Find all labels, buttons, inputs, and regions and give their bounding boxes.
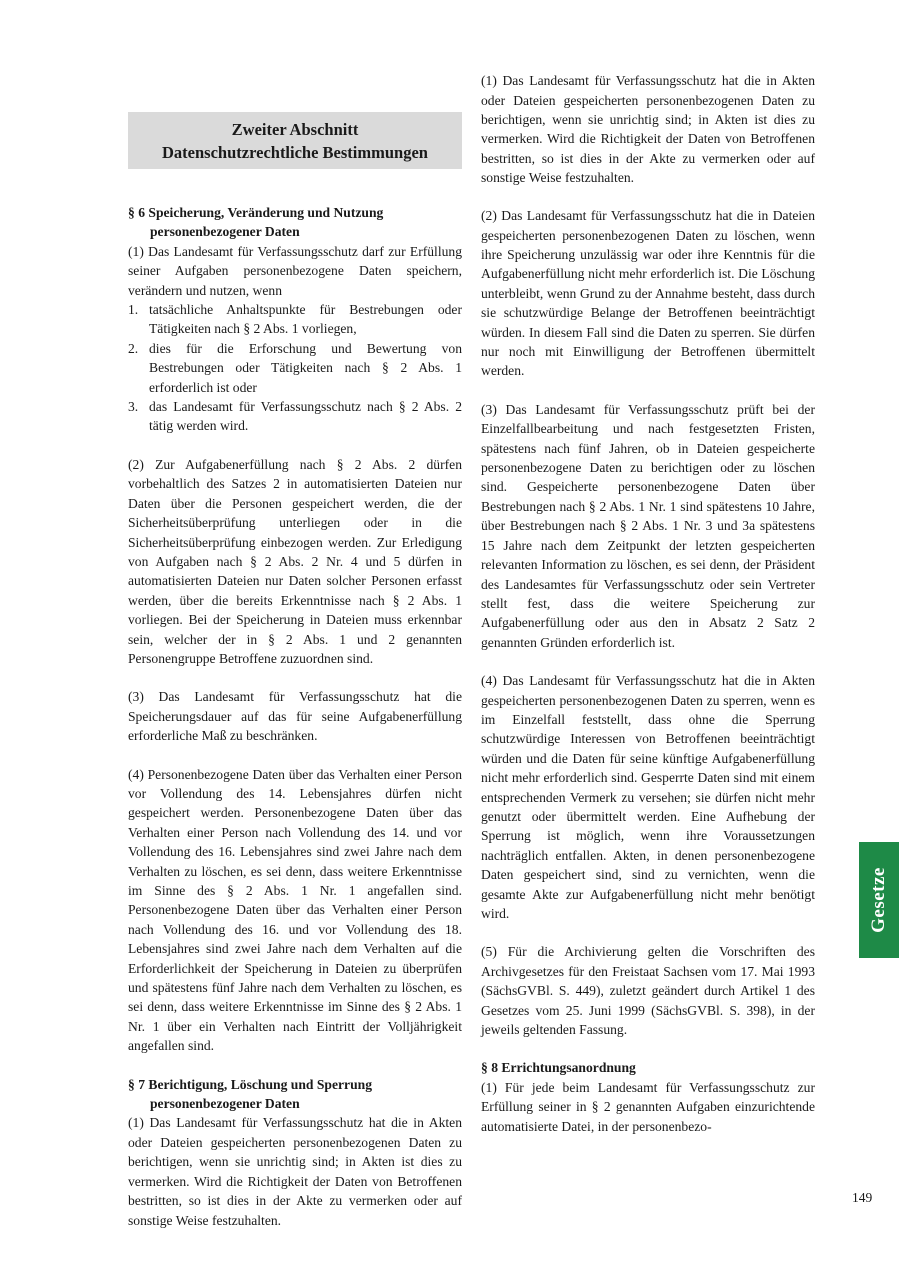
list-item-text: tatsächliche Anhaltspunkte für Bestrebungen oder Tätigkeiten nach § 2 Abs. 1 vorliegen, [149, 302, 462, 337]
page-number: 149 [852, 1190, 873, 1205]
section7-heading [128, 1075, 462, 1114]
section7-paragraph1-continued [481, 73, 815, 187]
section-title-line2: Datenschutzrechtliche Bestimmungen [162, 143, 428, 162]
section7-paragraph5: (5) Für die Archivierung gelten die Vorschriften des Archivgesetzes für den Freistaat Sachsen vom 17. Mai 1993 (SächsGVBl. S. 449), zuletzt geändert durch Artikel 1 des Gesetzes vom 25. Juni 1999 (SächsGVBl. S. 398), in der jeweils geltenden Fassung. [481, 944, 815, 1038]
section8-paragraph1: (1) Für jede beim Landesamt für Verfassungsschutz zur Erfüllung seiner in § 2 genannten Aufgaben einzurichtende automatisierte Datei, in der personenbezo- [481, 1079, 815, 1134]
list-item [128, 300, 462, 339]
section6-paragraph3: (3) Das Landesamt für Verfassungsschutz hat die Speicherungsdauer auf das für seine Aufgabenerfüllung erforderliche Maß zu beschränken. [128, 689, 462, 744]
left-column [128, 112, 462, 1228]
side-tab-label: Gesetze [868, 867, 890, 933]
section-title-box [128, 112, 462, 169]
right-column [481, 73, 815, 1136]
section6-heading [128, 203, 462, 242]
list-item-text: dies für die Erforschung und Bewertung von Bestrebungen oder Tätigkeiten nach § 2 Abs. 1 erforderlich ist oder [149, 340, 462, 395]
section6-conditions-list [128, 300, 462, 436]
list-item [128, 397, 462, 436]
section8-heading [481, 1058, 815, 1077]
section-title-line1: Zweiter Abschnitt [231, 120, 359, 139]
section7-paragraph4: (4) Das Landesamt für Verfassungsschutz hat die in Akten gespeicherten personenbezogenen Daten zu sperren, wenn es im Einzelfall feststellt, dass ohne die Sperrung schutzwürdige Interessen von Betroffenen beeinträchtigt würden und die Daten für seine künftige Aufgabenerfüllung nicht mehr erforderlich sind. Gesperrte Daten sind mit einem entsprechenden Vermerk zu versehen; sie dürfen nicht mehr genutzt oder übermittelt werden. Eine Aufhebung der Sperrung ist möglich, wenn ihre Voraussetzungen nachträglich entfallen. Akten, in denen personenbezogene Daten gespeichert sind, sind zu vernichten, wenn die gesamte Akte zur Aufgabenerfüllung nicht mehr benötigt wird. [481, 673, 815, 921]
section7-paragraph1: (1) Das Landesamt für Verfassungsschutz hat die in Akten oder Dateien gespeicherten personenbezogenen Daten zu berichtigen, wenn sie unrichtig sind; in Akten ist dies zu vermerken. Wird die Richtigkeit der Daten von Betroffenen bestritten, so ist dies in der Akte zu vermerken oder auf sonstige Weise festzuhalten. [128, 1115, 462, 1228]
section6-paragraph4: (4) Personenbezogene Daten über das Verhalten einer Person vor Vollendung des 14. Lebensjahres dürfen nicht gespeichert werden. Personenbezogene Daten über das Verhalten einer Person nach Vollendung des 14. und vor Vollendung des 16. Lebensjahres sind zwei Jahre nach dem Verhalten zu löschen, es sei denn, dass weitere Erkenntnisse im Sinne des § 2 Abs. 1 Nr. 1 angefallen sind. Personenbezogene Daten über das Verhalten einer Person nach Vollendung des 16. und vor Vollendung des 18. Lebensjahres sind zwei Jahre nach dem Verhalten auf die Erforderlichkeit der Speicherung in Dateien zu überprüfen und spätestens fünf Jahre nach dem Verhalten zu löschen, es sei denn, dass weitere Erkenntnisse im Sinne des § 2 Abs. 1 Nr. 1 über ein Verhalten nach Eintritt der Volljährigkeit angefallen sind. [128, 766, 462, 1054]
section7-paragraph1-overflow: (1) Das Landesamt für Verfassungsschutz hat die in Akten oder Dateien gespeicherten personenbezogenen Daten zu berichtigen, wenn sie unrichtig sind; in Akten ist dies zu vermerken. Wird die Richtigkeit der Daten von Betroffenen bestritten, so ist dies in der Akte zu vermerken oder auf sonstige Weise festzuhalten. [481, 73, 815, 186]
section6-heading-text: § 6 Speicherung, Veränderung und Nutzung personenbezogener Daten [128, 205, 384, 240]
list-item-number: 3. [128, 399, 139, 415]
list-item-text: das Landesamt für Verfassungsschutz nach § 2 Abs. 2 tätig werden wird. [149, 399, 462, 434]
section7-paragraph2: (2) Das Landesamt für Verfassungsschutz hat die in Dateien gespeicherten personenbezogenen Daten zu löschen, wenn ihre Speicherung unzulässig war oder ihre Kenntnis für die Aufgabenerfüllung nicht mehr erforderlich ist. Die Löschung unterbleibt, wenn Grund zu der Annahme besteht, dass durch sie schutzwürdige Belange der Betroffenen beeinträchtigt würden. In diesem Fall sind die Daten zu sperren. Sie dürfen nur noch mit Einwilligung der Betroffenen übermittelt werden. [481, 208, 815, 379]
section7-heading-text: § 7 Berichtigung, Löschung und Sperrung personenbezogener Daten [128, 1076, 372, 1112]
section7-paragraph3: (3) Das Landesamt für Verfassungsschutz prüft bei der Einzelfallbearbeitung und nach festgesetzten Fristen, spätestens nach fünf Jahren, ob in Dateien gespeicherte personenbezogene Daten zu berichtigen oder zu löschen sind. Gespeicherte personenbezogene Daten über Bestrebungen nach § 2 Abs. 1 Nr. 1 sind spätestens 10 Jahre, über Bestrebungen nach § 2 Abs. 1 Nr. 3 und 3a spätestens 15 Jahre nach dem Zeitpunkt der letzten gespeicherten relevanten Information zu löschen, es sei denn, der Präsident des Landesamtes für Verfassungsschutz oder sein Vertreter stellt fest, dass die weitere Speicherung zur Aufgabenerfüllung oder aus den in Absatz 2 Satz 2 genannten Gründen erforderlich ist. [481, 401, 815, 650]
list-item-number: 2. [128, 340, 139, 356]
list-item-number: 1. [128, 302, 139, 318]
section6-paragraph2: (2) Zur Aufgabenerfüllung nach § 2 Abs. 2 dürfen vorbehaltlich des Satzes 2 in automatisierten Dateien nur Daten über die Personen gespeichert werden, die der Sicherheitsüberprüfung unterliegen oder in die Sicherheitsüberprüfung einbezogen werden. Zur Erledigung von Aufgaben nach § 2 Abs. 2 Nr. 4 und 5 dürfen in automatisierten Dateien nur Daten solcher Personen erfasst werden, über die bereits Erkenntnisse nach § 2 Abs. 1 vorliegen. Bei der Speicherung in Dateien muss erkennbar sein, welcher der in § 2 Abs. 1 und 2 genannten Personengruppe Betroffene zuzuordnen sind. [128, 456, 462, 666]
section8-heading-text: § 8 Errichtungsanordnung [481, 1060, 636, 1076]
section6-paragraph1-intro: (1) Das Landesamt für Verfassungsschutz darf zur Erfüllung seiner Aufgaben personenbezogene Daten speichern, verändern und nutzen, wenn [128, 243, 462, 298]
chapter-side-tab[interactable] [859, 842, 899, 958]
list-item [128, 339, 462, 397]
